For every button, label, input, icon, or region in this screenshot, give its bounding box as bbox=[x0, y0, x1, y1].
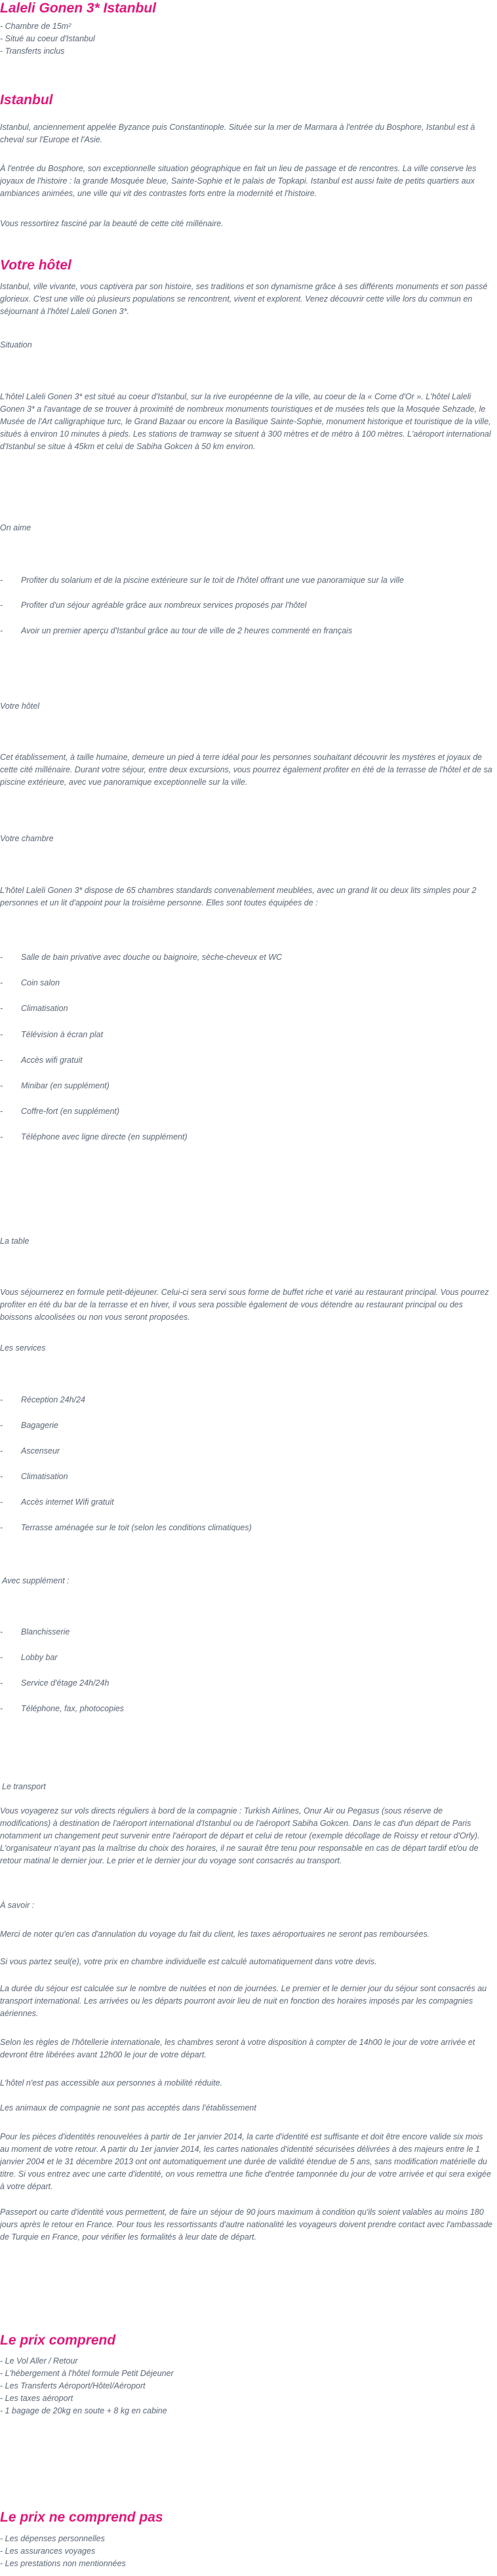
list-item: - Salle de bain privative avec douche ou baignoire, sèche-cheveux et WC bbox=[0, 953, 283, 962]
list-item: - Blanchisserie bbox=[0, 1627, 70, 1636]
feature-item: - Situé au coeur d'Istanbul bbox=[0, 34, 95, 43]
supplement-title: Avec supplément : bbox=[2, 1576, 70, 1585]
list-item: - Le Vol Aller / Retour bbox=[0, 2356, 78, 2366]
list-item: - Profiter du solarium et de la piscine extérieure sur le toit de l'hôtel offrant une vue panoramique sur la ville bbox=[0, 576, 404, 585]
ne-comprend-list bbox=[0, 2533, 493, 2570]
list-item: - Terrasse aménagée sur le toit (selon les conditions climatiques) bbox=[0, 1523, 252, 1532]
savoir-title: À savoir : bbox=[0, 1901, 35, 1910]
istanbul-paragraph: À l'entrée du Bosphore, son exceptionnelle situation géographique en fait un lieu de passage et de rencontres. La ville conserve les joyaux de l'histoire : la grande Mosquée bleue, Sainte-Sophie et le palais de Topkapi. Istanbul est aussi faite de petits quartiers aux ambiances animées, une ville qui vit des contrastes forts entre la modernité et l'histoire. bbox=[0, 164, 477, 198]
list-item: - Climatisation bbox=[0, 1004, 68, 1013]
list-item: - Profiter d'un séjour agréable grâce aux nombreux services proposés par l'hôtel bbox=[0, 601, 307, 610]
list-item: - Télévision à écran plat bbox=[0, 1030, 104, 1039]
list-item: - Minibar (en supplément) bbox=[0, 1081, 109, 1090]
list-item: - Les taxes aéroport bbox=[0, 2394, 73, 2403]
list-item: - Coffre-fort (en supplément) bbox=[0, 1107, 120, 1116]
list-item: - Les Transferts Aéroport/Hôtel/Aéroport bbox=[0, 2381, 146, 2390]
transport-title: Le transport bbox=[2, 1782, 46, 1791]
list-item: - Bagagerie bbox=[0, 1421, 58, 1430]
list-item: - Coin salon bbox=[0, 978, 60, 987]
situation-title: Situation bbox=[0, 340, 32, 349]
istanbul-paragraph: Vous ressortirez fasciné par la beauté de cette cité millénaire. bbox=[0, 219, 224, 228]
savoir-paragraph: Passeport ou carte d'identité vous permettent, de faire un séjour de 90 jours maximum à condition qu'ils soient valables au moins 180 jours après le retour en France. Pour tous les ressortissants d'autre nationalité les voyageurs doivent prendre contact avec l'ambassade de Turquie en France, pour vérifier les formalités à leur date de départ. bbox=[0, 2208, 493, 2242]
list-item: - Les dépenses personnelles bbox=[0, 2534, 105, 2543]
table-text: Vous séjournerez en formule petit-déjeuner. Celui-ci sera servi sous forme de buffet riche et varié au restaurant principal. Vous pourrez profiter en été du bar de la terrasse et en hiver, il vous sera possible également de vous détendre au restaurant principal ou des boissons alcoolisées ou non vous seront proposées. bbox=[0, 1288, 489, 1322]
list-item: - Climatisation bbox=[0, 1472, 68, 1481]
list-item: - Avoir un premier aperçu d'Istanbul grâce au tour de ville de 2 heures commenté en français bbox=[0, 626, 353, 635]
list-item: - Réception 24h/24 bbox=[0, 1395, 85, 1404]
list-item: - 1 bagage de 20kg en soute + 8 kg en cabine bbox=[0, 2406, 167, 2415]
feature-item: - Transferts inclus bbox=[0, 47, 65, 56]
savoir-paragraph: L'hôtel n'est pas accessible aux personnes à mobilité réduite. bbox=[0, 2078, 223, 2088]
savoir-paragraph: La durée du séjour est calculée sur le nombre de nuitées et non de journées. Le premier et le dernier jour du séjour sont consacrés au transport international. Les arrivées ou les départs pourront avoir lieu de nuit en fonction des horaires imposés par les compagnies aériennes. bbox=[0, 1984, 487, 2018]
list-item: - Ascenseur bbox=[0, 1446, 60, 1456]
list-item: - Service d'étage 24h/24h bbox=[0, 1678, 109, 1688]
list-item: - Téléphone, fax, photocopies bbox=[0, 1704, 125, 1713]
votre-hotel-text: Cet établissement, à taille humaine, demeure un pied à terre idéal pour les personnes souhaitant découvrir les mystères et joyaux de cette cité millénaire. Durant votre séjour, entre deux excursions, vous pourrez également profiter en été de la terrasse de l'hôtel et de sa piscine extérieure, avec vue panoramique exceptionnelle sur la ville. bbox=[0, 753, 492, 787]
list-item: - Les assurances voyages bbox=[0, 2546, 96, 2556]
list-item: - Téléphone avec ligne directe (en supplément) bbox=[0, 1132, 188, 1141]
feature-item: - Chambre de 15m² bbox=[0, 22, 71, 31]
savoir-paragraph: Selon les règles de l'hôtellerie internationale, les chambres seront à votre disposition à compter de 14h00 le jour de votre arrivée et devront être libérées avant 12h00 le jour de votre départ. bbox=[0, 2038, 475, 2059]
istanbul-heading: Istanbul bbox=[0, 92, 53, 108]
aime-title: On aime bbox=[0, 523, 31, 532]
list-item: - Accès internet Wifi gratuit bbox=[0, 1497, 114, 1507]
savoir-paragraph: Si vous partez seul(e), votre prix en chambre individuelle est calculé automatiquement dans votre devis. bbox=[0, 1957, 377, 1966]
istanbul-paragraph: Istanbul, anciennement appelée Byzance puis Constantinople. Située sur la mer de Marmara à l'entrée du Bosphore, Istanbul est à cheval sur l'Europe et l'Asie. bbox=[0, 123, 475, 144]
comprend-heading: Le prix comprend bbox=[0, 2333, 116, 2348]
votre-hotel-title: Votre hôtel bbox=[0, 702, 39, 711]
services-title: Les services bbox=[0, 1343, 46, 1353]
savoir-paragraph: Pour les pièces d'identités renouvelées à partir de 1er janvier 2014, la carte d'identité est suffisante et doit être encore valide six mois au moment de votre retour. A partir du 1er janvier 2014, les cartes nationales d'identité sécurisées délivrées à des majeurs entre le 1 janvier 2004 et le 31 décembre 2013 ont ont automatiquement une durée de validité étendue de 5 ans, sans modification matérielle du titre. Si vous entrez avec une carte d'identité, on vous remettra une fiche d'entrée tamponnée du jour de votre arrivée et qui sera exigée à votre départ. bbox=[0, 2132, 491, 2191]
savoir-paragraph: Merci de noter qu'en cas d'annulation du voyage du fait du client, les taxes aéroportuaires ne seront pas remboursées. bbox=[0, 1930, 430, 1939]
situation-text: L'hôtel Laleli Gonen 3* est situé au coeur d'Istanbul, sur la rive européenne de la ville, au coeur de la « Corne d'Or ». L'hôtel Laleli Gonen 3* a l'avantage de se trouver à proximité de nombreux monuments touristiques et de musées tels que la Mosquée Sehzade, le Musée de l'Art calligraphique turc, le Grand Bazaar ou encore la Basilique Sainte-Sophie, monument historique et touristique de la ville, situés à environ 10 minutes à pieds. Les stations de tramway se situent à 300 mètres et de métro à 100 mètres. L'aéroport international d'Istanbul se situe à 45km et celui de Sabiha Gokcen à 50 km environ. bbox=[0, 392, 491, 451]
ne-comprend-heading: Le prix ne comprend pas bbox=[0, 2510, 163, 2525]
hotel-title: Laleli Gonen 3* Istanbul bbox=[0, 1, 157, 16]
table-title: La table bbox=[0, 1237, 30, 1246]
transport-text: Vous voyagerez sur vols directs réguliers à bord de la compagnie : Turkish Airlines, Onur Air ou Pegasus (sous réserve de modifications) à destination de l'aéroport international d'Istanbul ou de l'aéroport Sabiha Gokcen. Dans le cas d'un départ de Paris notamment un changement peut survenir entre l'aéroport de départ et celui de retour (exemple décollage de Roissy et retour d'Orly). L'organisateur n'ayant pas la maîtrise du choix des horaires, il ne saurait être tenu pour responsable en cas de départ tardif et/ou de retour matinal le dernier jour. Le prier et le dernier jour du voyage sont consacrés au transport. bbox=[0, 1806, 480, 1865]
comprend-list bbox=[0, 2355, 493, 2417]
list-item: - Accès wifi gratuit bbox=[0, 1056, 83, 1065]
savoir-paragraph: Les animaux de compagnie ne sont pas acceptés dans l'établissement bbox=[0, 2103, 256, 2112]
chambre-title: Votre chambre bbox=[0, 834, 54, 843]
list-item: - Les prestations non mentionnées bbox=[0, 2559, 126, 2568]
hotel-heading: Votre hôtel bbox=[0, 258, 71, 273]
feature-list bbox=[0, 20, 493, 58]
chambre-text: L'hôtel Laleli Gonen 3* dispose de 65 chambres standards convenablement meublées, avec un grand lit ou deux lits simples pour 2 personnes et un lit d'appoint pour la troisième personne. Elles sont toutes équipées de : bbox=[0, 886, 477, 907]
list-item: - Lobby bar bbox=[0, 1653, 58, 1662]
hotel-intro: Istanbul, ville vivante, vous captivera par son histoire, ses traditions et son dynamisme grâce à ses différents monuments et son passé glorieux. C'est une ville où plusieurs populations se rencontrent, vivent et explorent. Venez découvrir cette ville lors du commun en séjournant à l'hôtel Laleli Gonen 3*. bbox=[0, 282, 488, 316]
list-item: - L'hébergement à l'hôtel formule Petit Déjeuner bbox=[0, 2369, 174, 2378]
